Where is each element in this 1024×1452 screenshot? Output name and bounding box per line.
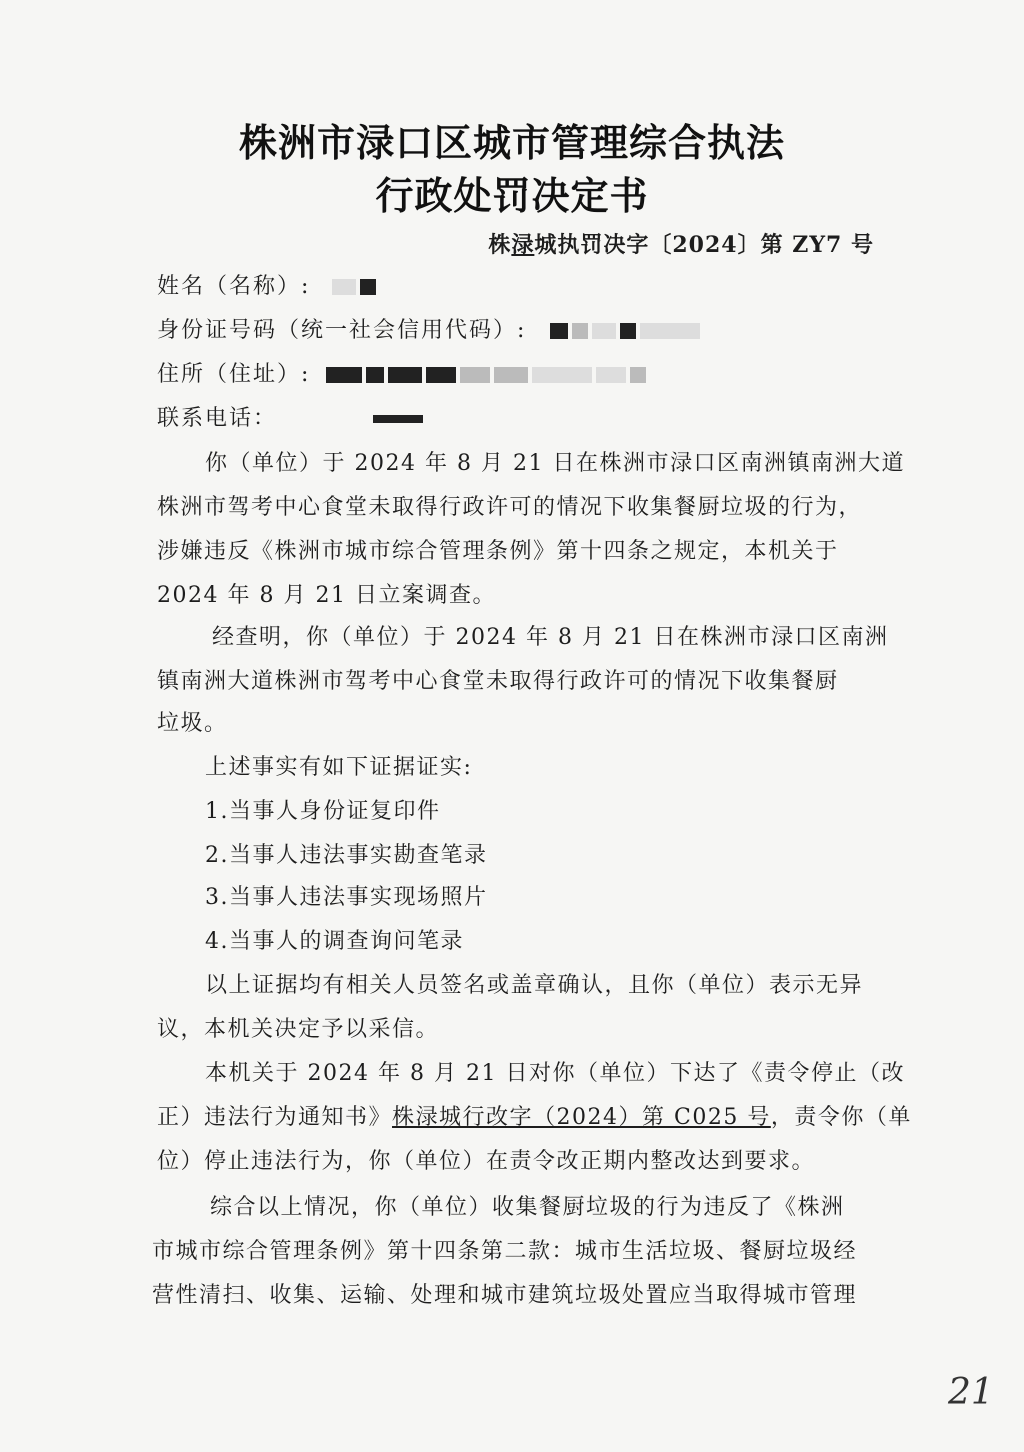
paragraph-line: 市城市综合管理条例》第十四条第二款：城市生活垃圾、餐厨垃圾经 <box>152 1239 858 1264</box>
paragraph-line: 本机关于 2024 年 8 月 21 日对你（单位）下达了《责令停止（改 <box>205 1061 905 1086</box>
address-label: 住所（住址）: <box>157 362 311 387</box>
document-title-line2: 行政处罚决定书 <box>375 174 649 218</box>
evidence-item: 2.当事人违法事实勘查笔录 <box>205 843 488 868</box>
paragraph-line: 正）违法行为通知书》株渌城行改字（2024）第 C025 号，责令你（单 <box>157 1105 912 1130</box>
document-number: 株渌城执罚决字〔2024〕第 ZY7 号 <box>488 232 874 258</box>
redaction-block <box>494 367 528 383</box>
paragraph-line: 营性清扫、收集、运输、处理和城市建筑垃圾处置应当取得城市管理 <box>152 1283 858 1308</box>
paragraph-line: 镇南洲大道株洲市驾考中心食堂未取得行政许可的情况下收集餐厨 <box>157 669 839 694</box>
redaction-block <box>630 367 646 383</box>
name-label: 姓名（名称）: <box>157 274 311 299</box>
redaction-block <box>572 323 588 339</box>
redaction-block <box>620 323 636 339</box>
paragraph-line: 株洲市驾考中心食堂未取得行政许可的情况下收集餐厨垃圾的行为， <box>157 495 863 520</box>
paragraph-line: 2024 年 8 月 21 日立案调查。 <box>157 583 496 608</box>
redaction-block <box>532 367 592 383</box>
redaction-block <box>360 279 376 295</box>
paragraph-line: 你（单位）于 2024 年 8 月 21 日在株洲市渌口区南洲镇南洲大道 <box>205 451 905 476</box>
phone-label: 联系电话： <box>157 406 278 431</box>
id-label: 身份证号码（统一社会信用代码）: <box>157 318 527 343</box>
notice-number: 株渌城行改字（2024）第 C025 号 <box>392 1105 771 1130</box>
paragraph-line: 涉嫌违反《株洲市城市综合管理条例》第十四条之规定，本机关于 <box>157 539 839 564</box>
paragraph-line: 以上证据均有相关人员签名或盖章确认，且你（单位）表示无异 <box>205 973 864 998</box>
redaction-block <box>596 367 626 383</box>
name-field <box>157 272 380 302</box>
paragraph-line: 议，本机关决定予以采信。 <box>157 1017 440 1042</box>
paragraph-line: 上述事实有如下证据证实: <box>205 755 473 780</box>
redaction-block <box>426 367 456 383</box>
phone-field <box>157 404 427 434</box>
document-title-line1: 株洲市渌口区城市管理综合执法 <box>238 121 785 165</box>
redaction-block <box>366 367 384 383</box>
evidence-item: 3.当事人违法事实现场照片 <box>205 885 488 910</box>
redaction-block <box>326 367 362 383</box>
redaction-block <box>460 367 490 383</box>
id-field <box>157 316 704 346</box>
paragraph-line: 经查明，你（单位）于 2024 年 8 月 21 日在株洲市渌口区南洲 <box>212 625 889 650</box>
paragraph-line: 综合以上情况，你（单位）收集餐厨垃圾的行为违反了《株洲 <box>210 1195 845 1220</box>
redaction-block <box>373 415 423 423</box>
paragraph-line: 垃圾。 <box>157 711 228 736</box>
redaction-block <box>332 279 356 295</box>
redaction-block <box>388 367 422 383</box>
redaction-block <box>640 323 700 339</box>
redaction-block <box>550 323 568 339</box>
evidence-item: 4.当事人的调查询问笔录 <box>205 929 464 954</box>
page-number: 21 <box>948 1372 994 1413</box>
redaction-block <box>592 323 616 339</box>
address-field <box>157 360 650 390</box>
paragraph-line: 位）停止违法行为，你（单位）在责令改正期内整改达到要求。 <box>157 1149 816 1174</box>
evidence-item: 1.当事人身份证复印件 <box>205 799 441 824</box>
